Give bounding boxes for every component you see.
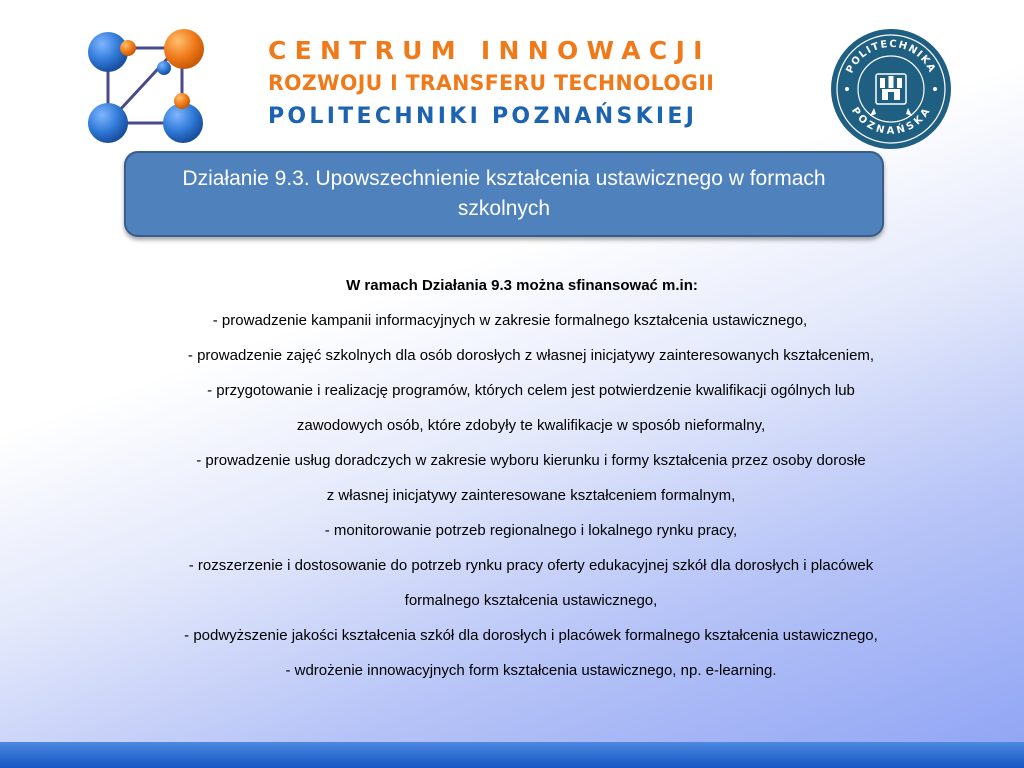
politechnika-poznanska-seal-logo bbox=[830, 28, 952, 150]
list-line: z własnej inicjatywy zainteresowane kształceniem formalnym, bbox=[326, 487, 736, 504]
title-line-1: CENTRUM INNOWACJI bbox=[268, 36, 711, 65]
seal-text-bottom: POZNAŃSKA bbox=[848, 105, 934, 137]
intro-text: W ramach Działania 9.3 można sfinansować m.in: bbox=[346, 277, 698, 294]
footer-bar bbox=[0, 742, 1024, 768]
list-line: - przygotowanie i realizację programów, których celem jest potwierdzenie kwalifikacji ogólnych lub bbox=[207, 382, 855, 399]
cii-network-logo bbox=[84, 28, 208, 146]
title-line-3: POLITECHNIKI POZNAŃSKIEJ bbox=[268, 103, 698, 129]
body-content bbox=[0, 276, 1024, 681]
small-blue-node-diagonal bbox=[157, 61, 171, 75]
institution-title bbox=[268, 38, 768, 128]
blue-node-bottom-left bbox=[88, 103, 128, 143]
list-line: - monitorowanie potrzeb regionalnego i lokalnego rynku pracy, bbox=[324, 522, 738, 539]
title-line-2: ROZWOJU I TRANSFERU TECHNOLOGII bbox=[268, 71, 715, 96]
small-orange-node-top bbox=[120, 40, 136, 56]
list-line: zawodowych osób, które zdobyły te kwalifikacje w sposób nieformalny, bbox=[296, 417, 766, 434]
list-line: - rozszerzenie i dostosowanie do potrzeb rynku pracy oferty edukacyjnej szkół dla dorosłych i placówek bbox=[188, 557, 874, 574]
list-line: - prowadzenie usług doradczych w zakresie wyboru kierunku i formy kształcenia przez osoby dorosłe bbox=[196, 452, 866, 469]
list-line: - wdrożenie innowacyjnych form kształcenia ustawicznego, np. e-learning. bbox=[285, 662, 777, 679]
section-heading: Działanie 9.3. Upowszechnienie kształcenia ustawicznego w formach szkolnych bbox=[182, 167, 826, 220]
list-line: - podwyższenie jakości kształcenia szkół dla dorosłych i placówek formalnego kształcenia ustawicznego, bbox=[184, 627, 878, 644]
seal-text-top: POLITECHNIKA bbox=[844, 38, 938, 76]
small-orange-node-right bbox=[174, 93, 190, 109]
blue-node-bottom-right bbox=[163, 103, 203, 143]
list-line: - prowadzenie kampanii informacyjnych w zakresie formalnego kształcenia ustawicznego, bbox=[212, 312, 808, 329]
list-line: formalnego kształcenia ustawicznego, bbox=[404, 592, 658, 609]
section-heading-box bbox=[124, 151, 884, 237]
list-line: - prowadzenie zajęć szkolnych dla osób dorosłych z własnej inicjatywy zainteresowanych kształceniem, bbox=[187, 347, 875, 364]
orange-node-top-right bbox=[164, 29, 204, 69]
